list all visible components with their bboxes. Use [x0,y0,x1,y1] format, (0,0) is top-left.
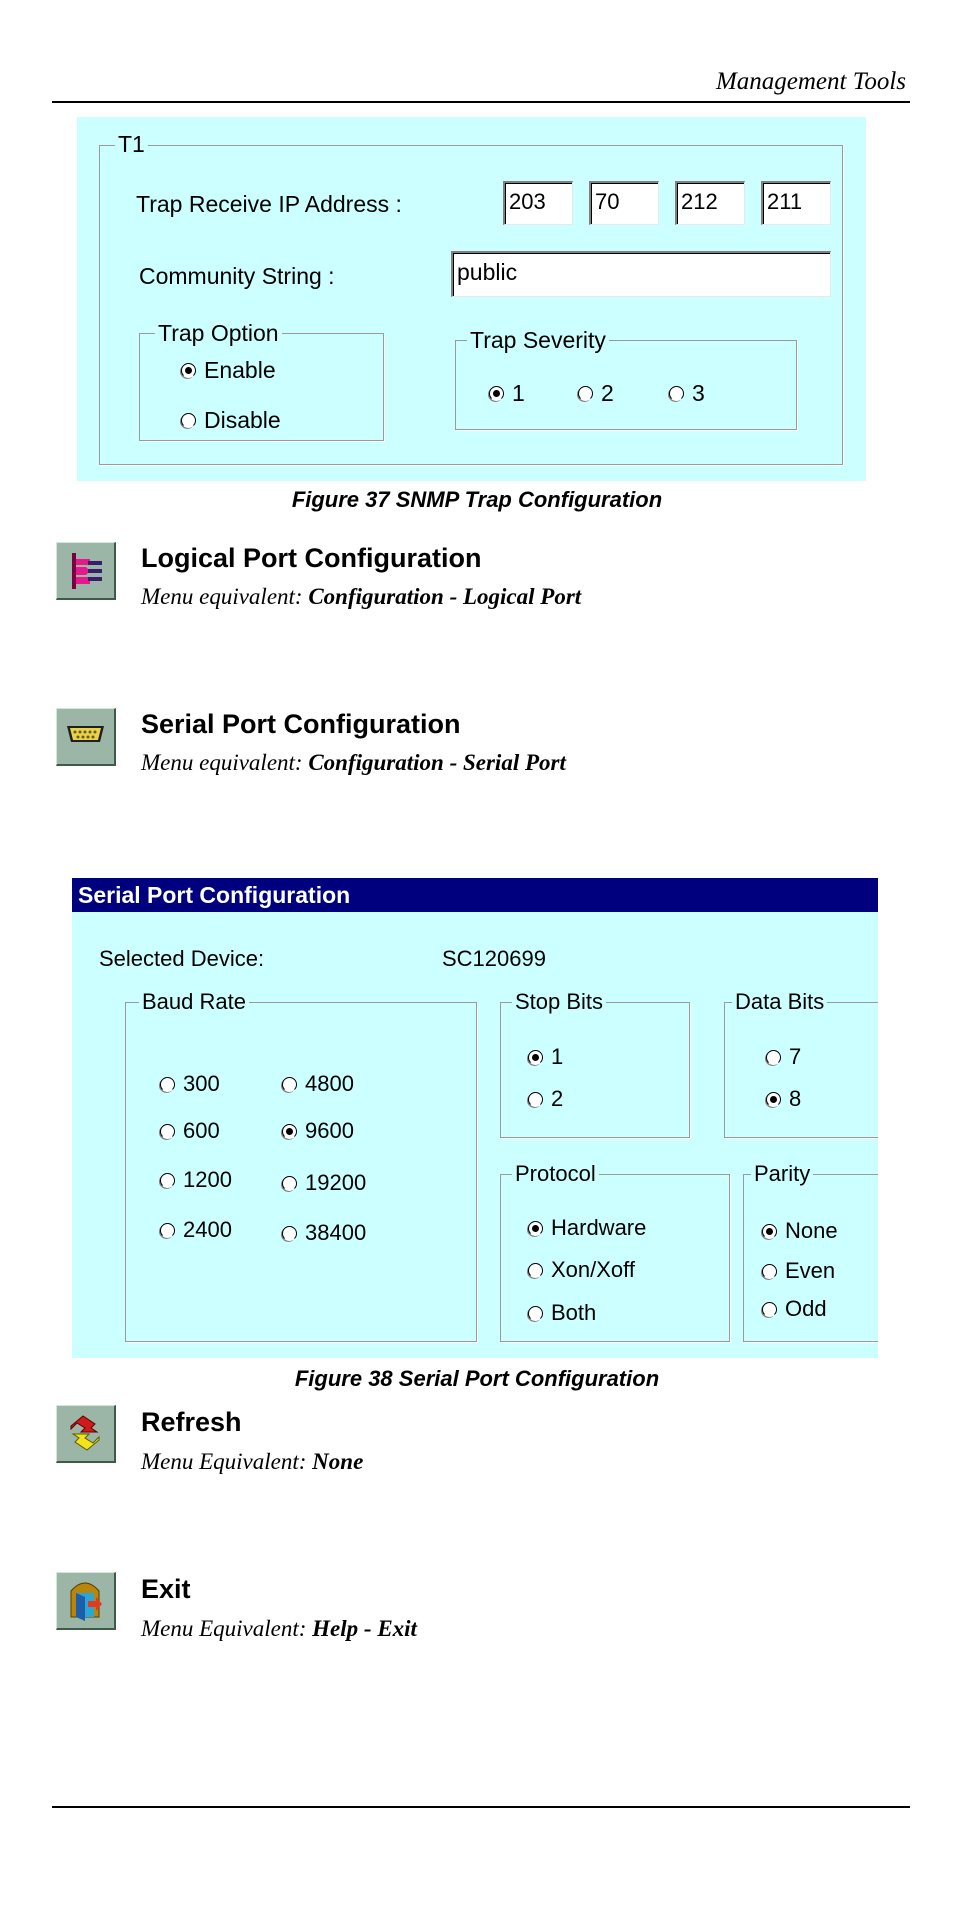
radio-empty-dot [528,1263,543,1278]
data-bits-8-label: 8 [789,1086,802,1111]
baud-600-label: 600 [183,1118,220,1143]
exit-title: Exit [141,1574,191,1604]
serial-port-title: Serial Port Configuration [141,709,461,739]
data-bits-title: Data Bits [732,989,827,1015]
menu-equivalent-label: Menu Equivalent: [141,1449,313,1474]
baud-4800-radio[interactable] [282,1071,354,1097]
logical-port-icon[interactable] [56,542,116,600]
radio-empty-dot [160,1077,175,1092]
radio-empty-dot [762,1302,777,1317]
menu-equivalent-value: Configuration - Logical Port [308,584,582,609]
protocol-both-label: Both [551,1300,597,1325]
menu-equivalent-label: Menu equivalent: [141,584,309,609]
t1-group-title: T1 [115,131,148,157]
trap-severity-1-label: 1 [512,380,525,406]
baud-19200-radio[interactable] [282,1170,366,1196]
serial-port-icon[interactable] [56,708,116,766]
community-string-label: Community String : [139,263,335,289]
radio-empty-dot [282,1176,297,1191]
parity-none-radio[interactable] [762,1218,838,1244]
trap-option-enable-radio[interactable] [181,357,276,384]
radio-selected-dot [181,363,196,378]
radio-selected-dot [528,1050,543,1065]
baud-2400-radio[interactable] [160,1217,232,1243]
radio-selected-dot [762,1224,777,1239]
parity-odd-label: Odd [785,1296,827,1321]
trap-option-title: Trap Option [155,320,282,346]
baud-9600-label: 9600 [305,1118,354,1143]
trap-severity-1-radio[interactable] [489,380,525,407]
radio-selected-dot [528,1221,543,1236]
data-bits-8-radio[interactable] [766,1086,801,1112]
exit-door-icon-graphic [57,1573,114,1628]
radio-empty-dot [160,1124,175,1139]
exit-door-icon[interactable] [56,1572,116,1630]
stop-bits-title: Stop Bits [512,989,606,1015]
trap-severity-2-radio[interactable] [578,380,614,407]
data-bits-7-radio[interactable] [766,1044,801,1070]
baud-600-radio[interactable] [160,1118,220,1144]
baud-4800-label: 4800 [305,1071,354,1096]
trap-severity-2-label: 2 [601,380,614,406]
baud-1200-radio[interactable] [160,1167,232,1193]
logical-port-icon-graphic [57,543,114,598]
radio-selected-dot [489,386,504,401]
refresh-title: Refresh [141,1407,242,1437]
refresh-icon-graphic [57,1406,114,1461]
baud-300-label: 300 [183,1071,220,1096]
menu-equivalent-value: None [312,1449,364,1474]
serial-port-icon-graphic [57,709,114,764]
serial-port-menu-equivalent [141,750,566,776]
figure-38-caption: Figure 38 Serial Port Configuration [294,1366,660,1391]
exit-menu-equivalent [141,1616,417,1642]
parity-even-label: Even [785,1258,836,1283]
radio-selected-dot [282,1124,297,1139]
trap-ip-label: Trap Receive IP Address : [136,191,402,217]
protocol-xon-xoff-radio[interactable] [528,1257,635,1283]
refresh-icon[interactable] [56,1405,116,1463]
ip-octet-3-field[interactable]: 212 [675,181,745,225]
menu-equivalent-label: Menu Equivalent: [141,1616,313,1641]
figure-37-caption: Figure 37 SNMP Trap Configuration [291,487,663,512]
parity-odd-radio[interactable] [762,1296,827,1322]
radio-empty-dot [181,413,196,428]
snmp-trap-panel [77,117,866,481]
menu-equivalent-value: Configuration - Serial Port [308,750,566,775]
radio-empty-dot [528,1306,543,1321]
protocol-hardware-label: Hardware [551,1215,647,1240]
community-string-field[interactable]: public [451,251,831,297]
parity-title: Parity [751,1161,813,1187]
baud-19200-label: 19200 [305,1170,367,1195]
radio-empty-dot [528,1092,543,1107]
baud-38400-label: 38400 [305,1220,367,1245]
trap-severity-3-radio[interactable] [669,380,705,407]
selected-device-value: SC120699 [442,946,546,971]
stop-bits-2-radio[interactable] [528,1086,563,1112]
radio-empty-dot [669,386,684,401]
stop-bits-group [500,1002,690,1138]
baud-rate-title: Baud Rate [139,989,249,1015]
footer-rule [52,1806,910,1808]
parity-none-label: None [785,1218,838,1243]
trap-severity-title: Trap Severity [467,327,609,353]
radio-empty-dot [160,1173,175,1188]
running-head: Management Tools [715,68,906,95]
menu-equivalent-label: Menu equivalent: [141,750,309,775]
baud-2400-label: 2400 [183,1217,232,1242]
selected-device-label: Selected Device: [99,946,265,971]
baud-1200-label: 1200 [183,1167,232,1192]
baud-9600-radio[interactable] [282,1118,354,1144]
serial-port-panel [72,878,878,1358]
header-rule [52,101,910,103]
radio-empty-dot [578,386,593,401]
stop-bits-1-radio[interactable] [528,1044,563,1070]
radio-empty-dot [766,1050,781,1065]
protocol-xon-xoff-label: Xon/Xoff [551,1257,635,1282]
stop-bits-2-label: 2 [551,1086,564,1111]
radio-empty-dot [762,1264,777,1279]
ip-octet-2-field[interactable]: 70 [589,181,659,225]
protocol-title: Protocol [512,1161,599,1187]
logical-port-menu-equivalent [141,584,581,610]
serial-port-window-title: Serial Port Configuration [72,878,878,912]
radio-selected-dot [766,1092,781,1107]
trap-severity-3-label: 3 [692,380,705,406]
data-bits-7-label: 7 [789,1044,802,1069]
parity-even-radio[interactable] [762,1258,835,1284]
ip-octet-1-field[interactable]: 203 [503,181,573,225]
menu-equivalent-value: Help - Exit [312,1616,417,1641]
radio-empty-dot [160,1223,175,1238]
logical-port-title: Logical Port Configuration [141,543,482,573]
ip-octet-4-field[interactable]: 211 [761,181,831,225]
trap-option-enable-label: Enable [204,357,276,383]
protocol-both-radio[interactable] [528,1300,596,1326]
data-bits-group [724,1002,878,1138]
trap-option-disable-radio[interactable] [181,407,281,434]
stop-bits-1-label: 1 [551,1044,564,1069]
radio-empty-dot [282,1226,297,1241]
radio-empty-dot [282,1077,297,1092]
trap-option-disable-label: Disable [204,407,281,433]
baud-38400-radio[interactable] [282,1220,366,1246]
baud-300-radio[interactable] [160,1071,220,1097]
refresh-menu-equivalent [141,1449,363,1475]
protocol-hardware-radio[interactable] [528,1215,646,1241]
